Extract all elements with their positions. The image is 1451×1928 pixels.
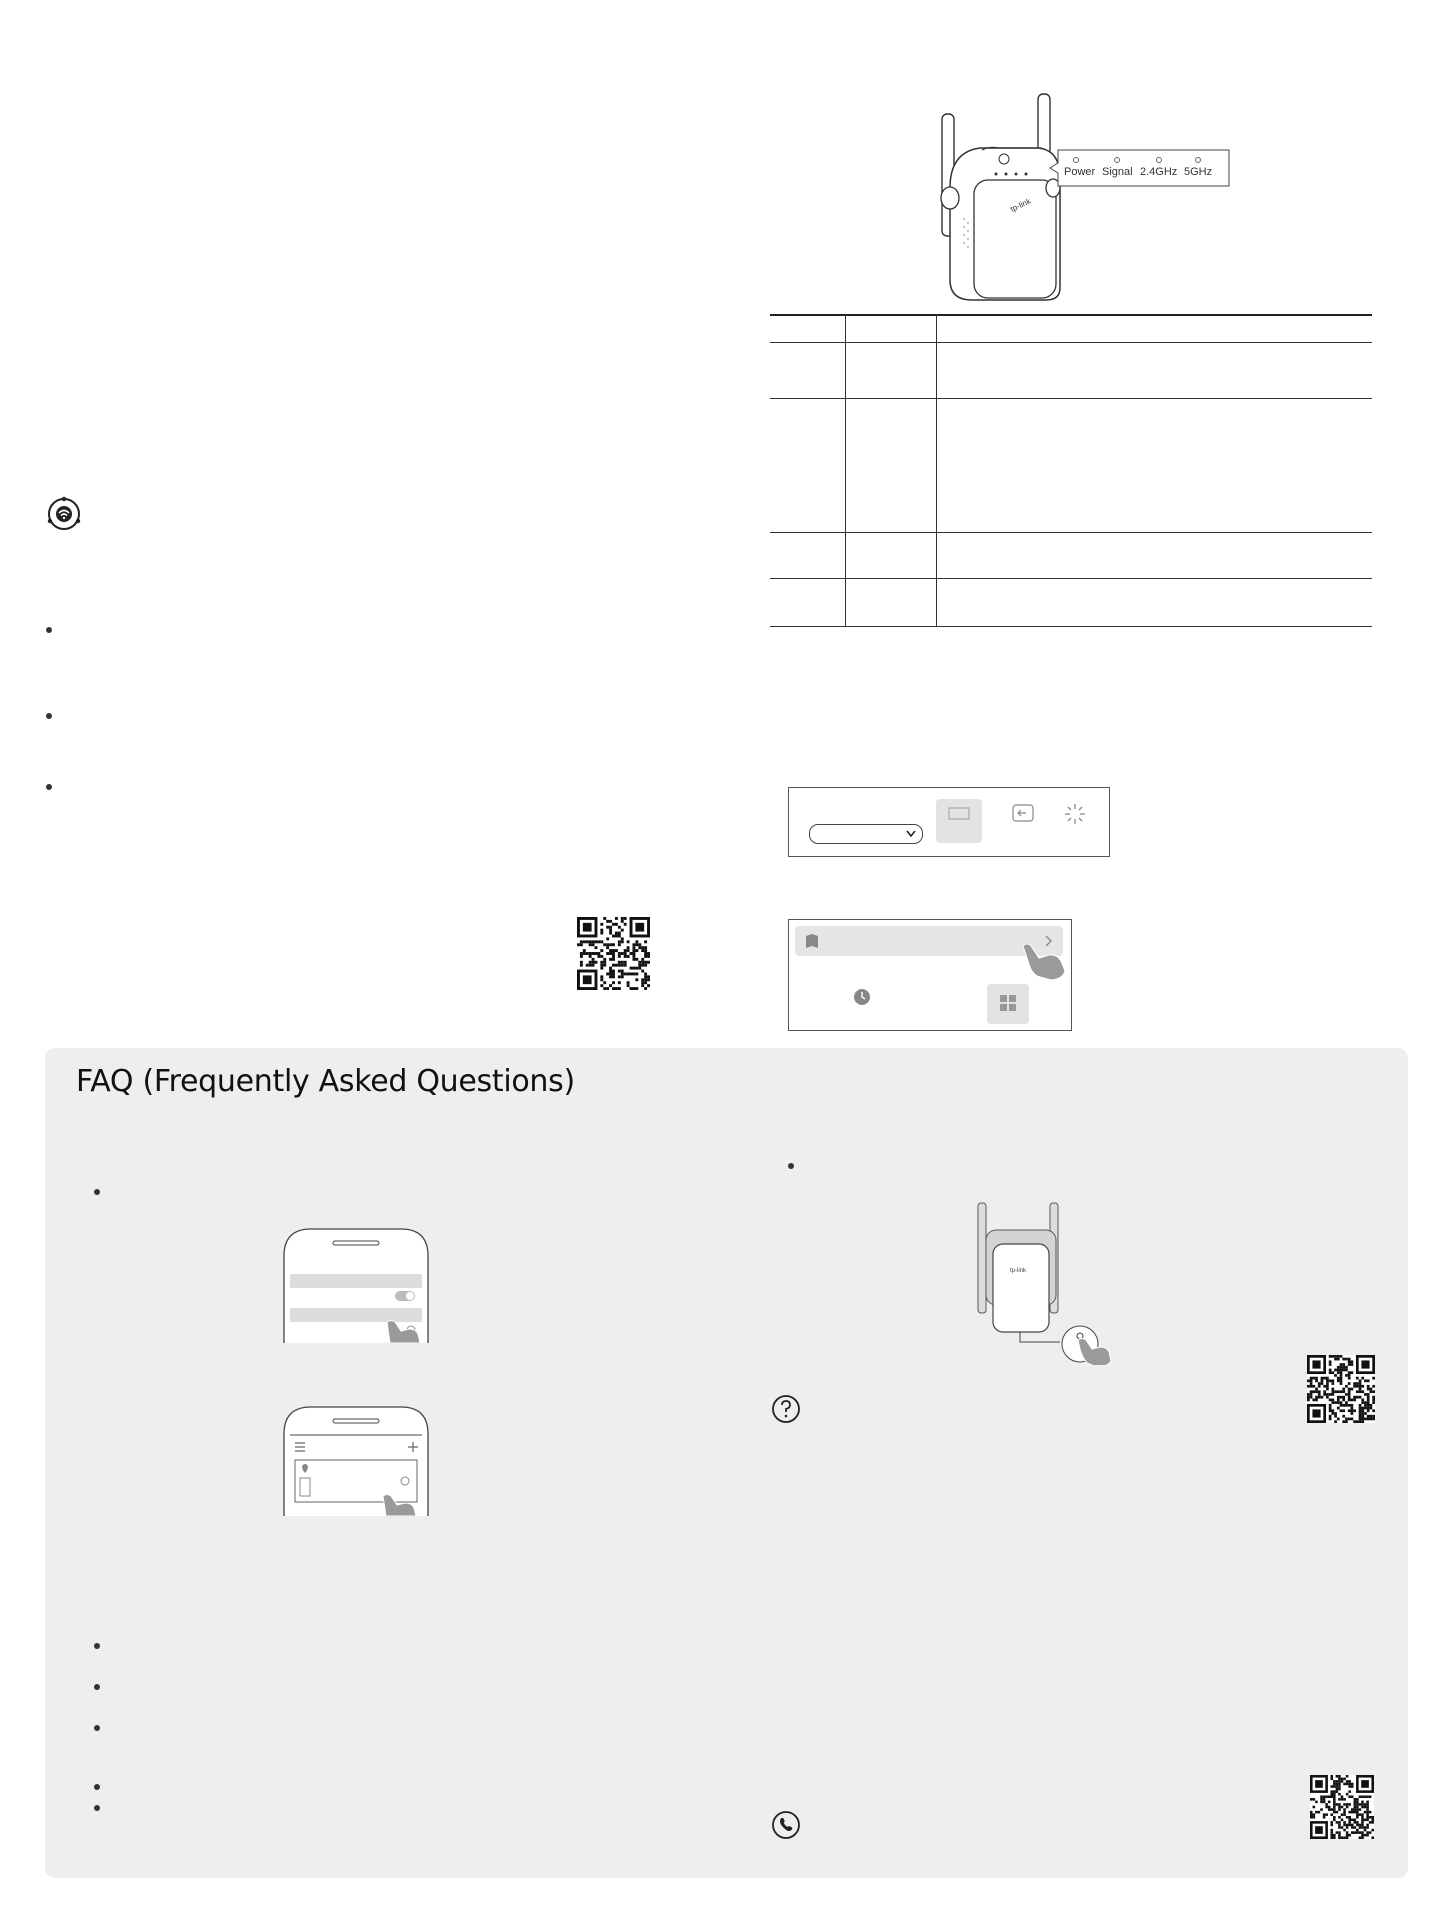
screen-icon: [948, 807, 970, 821]
list-bullet: [94, 1189, 100, 1195]
grid-icon: [1000, 995, 1016, 1011]
list-bullet: [94, 1725, 100, 1731]
list-bullet: [94, 1684, 100, 1690]
device-dropdown[interactable]: [809, 824, 923, 844]
highlighted-tool-button[interactable]: [936, 799, 982, 843]
app-toolbar-snippet: [788, 787, 1110, 857]
list-bullet: [94, 1643, 100, 1649]
led-label-signal: Signal: [1102, 166, 1133, 178]
led-label-2-4ghz: 2.4GHz: [1140, 166, 1178, 178]
faq-panel: [45, 1048, 1408, 1878]
qr-code: [1310, 1775, 1374, 1839]
list-bullet: [94, 1784, 100, 1790]
input-source-icon[interactable]: [1012, 804, 1034, 827]
list-bullet: [46, 713, 52, 719]
loading-spinner-icon: [1064, 803, 1086, 830]
highlighted-grid-button[interactable]: [987, 984, 1029, 1024]
extender-device-illustration: [930, 88, 1250, 308]
list-bullet: [46, 784, 52, 790]
tap-hand-icon: [1019, 940, 1067, 985]
book-icon: [805, 933, 819, 949]
phone-mockup-settings: [283, 1228, 429, 1343]
list-bullet: [788, 1163, 794, 1169]
chevron-down-icon: [906, 830, 916, 838]
extender-reset-illustration: [970, 1200, 1130, 1365]
list-bullet: [94, 1805, 100, 1811]
led-status-table: [770, 314, 1372, 626]
tether-app-icon: [45, 495, 83, 533]
qr-code: [577, 917, 650, 990]
svg-text:tp-link: tp-link: [1010, 1268, 1027, 1274]
app-menu-snippet: [788, 919, 1072, 1031]
list-bullet: [46, 627, 52, 633]
svg-text:tp-link: tp-link: [1009, 196, 1033, 214]
phone-icon: [771, 1810, 801, 1845]
question-circle-icon: [771, 1394, 801, 1429]
faq-title: FAQ (Frequently Asked Questions): [76, 1064, 575, 1099]
phone-mockup-device-list: [283, 1406, 429, 1516]
qr-code: [1307, 1355, 1375, 1423]
led-label-5ghz: 5GHz: [1184, 166, 1213, 178]
clock-icon[interactable]: [853, 988, 871, 1011]
led-label-power: Power: [1064, 166, 1096, 178]
